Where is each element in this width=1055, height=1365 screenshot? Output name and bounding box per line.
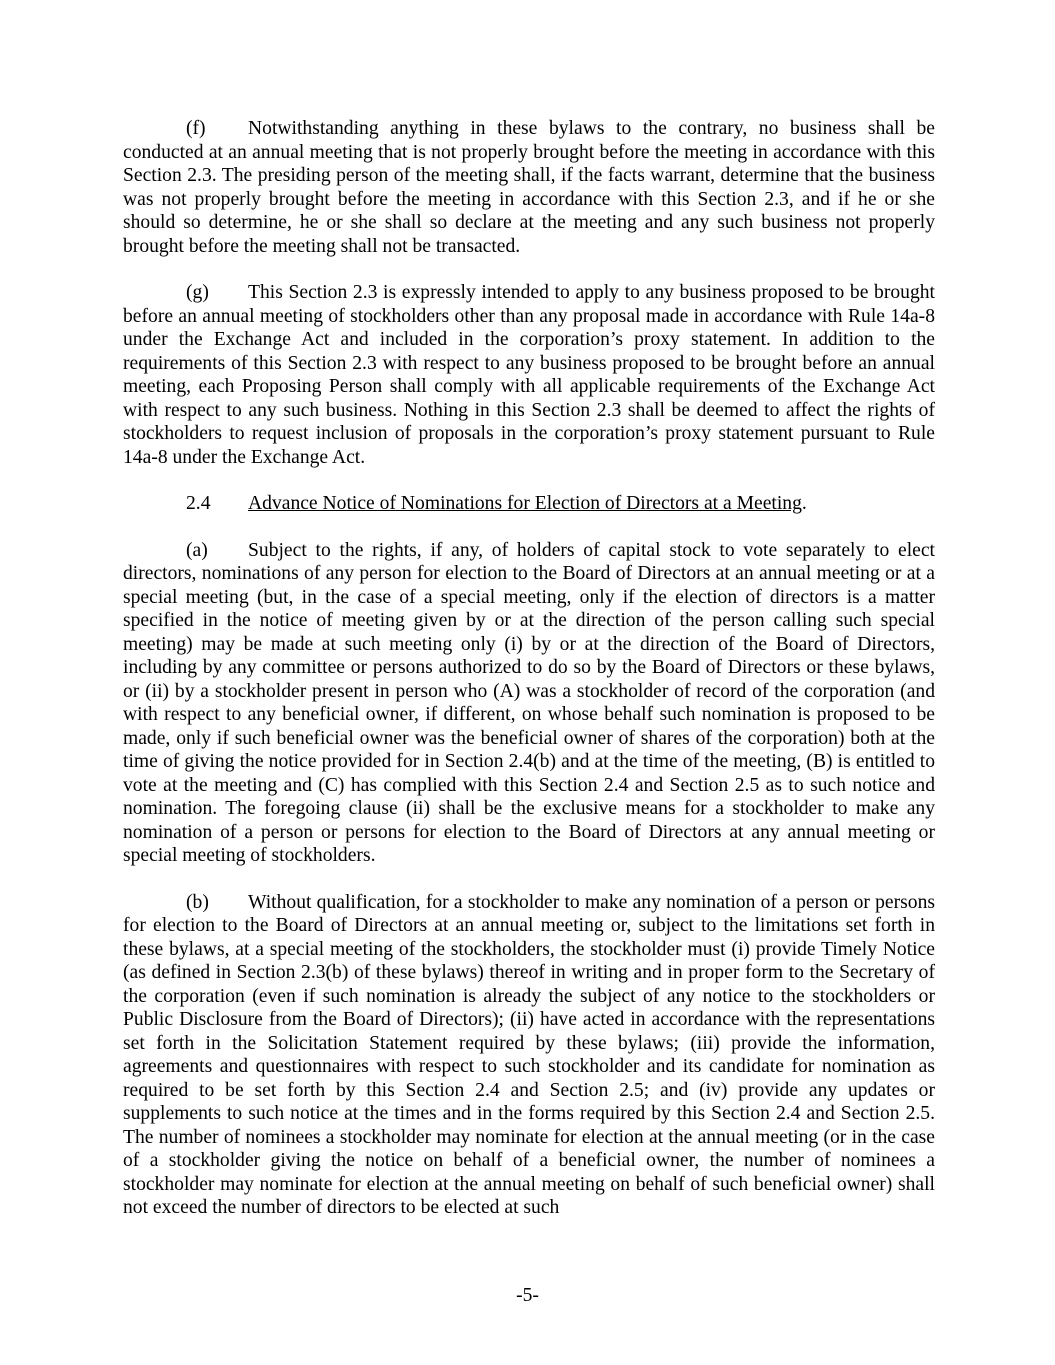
paragraph-g-label: (g) xyxy=(186,282,209,303)
paragraph-a xyxy=(123,539,935,868)
paragraph-b-text: Without qualification, for a stockholder to make any nomination of a person or persons for election to the Board of Directors at an annual meeting or, subject to the limitations set forth in these bylaws, at a special meeting of the stockholders, the stockholder must (i) provide Timely Notice (as defined in Section 2.3(b) of these bylaws) thereof in writing and in proper form to the Secretary of the corporation (even if such nomination is already the subject of any notice to the stockholders or Public Disclosure from the Board of Directors); (ii) have acted in accordance with the representations set forth in the Solicitation Statement required by these bylaws; (iii) provide the information, agreements and questionnaires with respect to such stockholder and its candidate for nomination as required to be set forth by this Section 2.4 and Section 2.5; and (iv) provide any updates or supplements to such notice at the times and in the forms required by this Section 2.4 and Section 2.5. The number of nominees a stockholder may nominate for election at the annual meeting (or in the case of a stockholder giving the notice on behalf of a beneficial owner, the number of nominees a stockholder may nominate for election at the annual meeting on behalf of such beneficial owner) shall not exceed the number of directors to be elected at such xyxy=(123,891,935,1218)
paragraph-f-label: (f) xyxy=(186,118,206,139)
section-number: 2.4 xyxy=(186,493,211,514)
section-title: Advance Notice of Nominations for Election of Directors at a Meeting xyxy=(248,493,802,514)
page-number: -5- xyxy=(516,1284,539,1306)
paragraph-g xyxy=(123,281,935,469)
paragraph-f-text: Notwithstanding anything in these bylaws to the contrary, no business shall be conducted at an annual meeting that is not properly brought before the meeting in accordance with this Section 2.3. The presiding person of the meeting shall, if the facts warrant, determine that the business was not properly brought before the meeting in accordance with this Section 2.3, and if he or she should so determine, he or she shall so declare at the meeting and any such business not properly brought before the meeting shall not be transacted. xyxy=(123,118,935,257)
paragraph-a-label: (a) xyxy=(186,539,208,561)
paragraph-f xyxy=(123,117,935,258)
paragraph-a-text: Subject to the rights, if any, of holders of capital stock to vote separately to elect directors, nominations of any person for election to the Board of Directors at an annual meeting or at a special meeting (but, in the case of a special meeting, only if the election of directors is a matter specified in the notice of meeting given by or at the direction of the person calling such special meeting) may be made at such meeting only (i) by or at the direction of the Board of Directors, including by any committee or persons authorized to do so by the Board of Directors or these bylaws, or (ii) by a stockholder present in person who (A) was a stockholder of record of the corporation (and with respect to any beneficial owner, if different, on whose behalf such nomination is proposed to be made, only if such beneficial owner was the beneficial owner of shares of the corporation) both at the time of giving the notice provided for in Section 2.4(b) and at the time of the meeting, (B) is entitled to vote at the meeting and (C) has complied with this Section 2.4 and Section 2.5 as to such notice and nomination. The foregoing clause (ii) shall be the exclusive means for a stockholder to make any nomination of a person or persons for election to the Board of Directors at any annual meeting or special meeting of stockholders. xyxy=(123,539,935,866)
section-heading-2-4 xyxy=(123,492,935,516)
paragraph-g-text: This Section 2.3 is expressly intended to apply to any business proposed to be brought before an annual meeting of stockholders other than any proposal made in accordance with Rule 14a-8 under the Exchange Act and included in the corporation’s proxy statement. In addition to the requirements of this Section 2.3 with respect to any business proposed to be brought before an annual meeting, each Proposing Person shall comply with all applicable requirements of the Exchange Act with respect to any such business. Nothing in this Section 2.3 shall be deemed to affect the rights of stockholders to request inclusion of proposals in the corporation’s proxy statement pursuant to Rule 14a-8 under the Exchange Act. xyxy=(123,282,935,468)
section-title-suffix: . xyxy=(801,493,807,514)
paragraph-b xyxy=(123,891,935,1220)
paragraph-b-label: (b) xyxy=(186,891,209,913)
